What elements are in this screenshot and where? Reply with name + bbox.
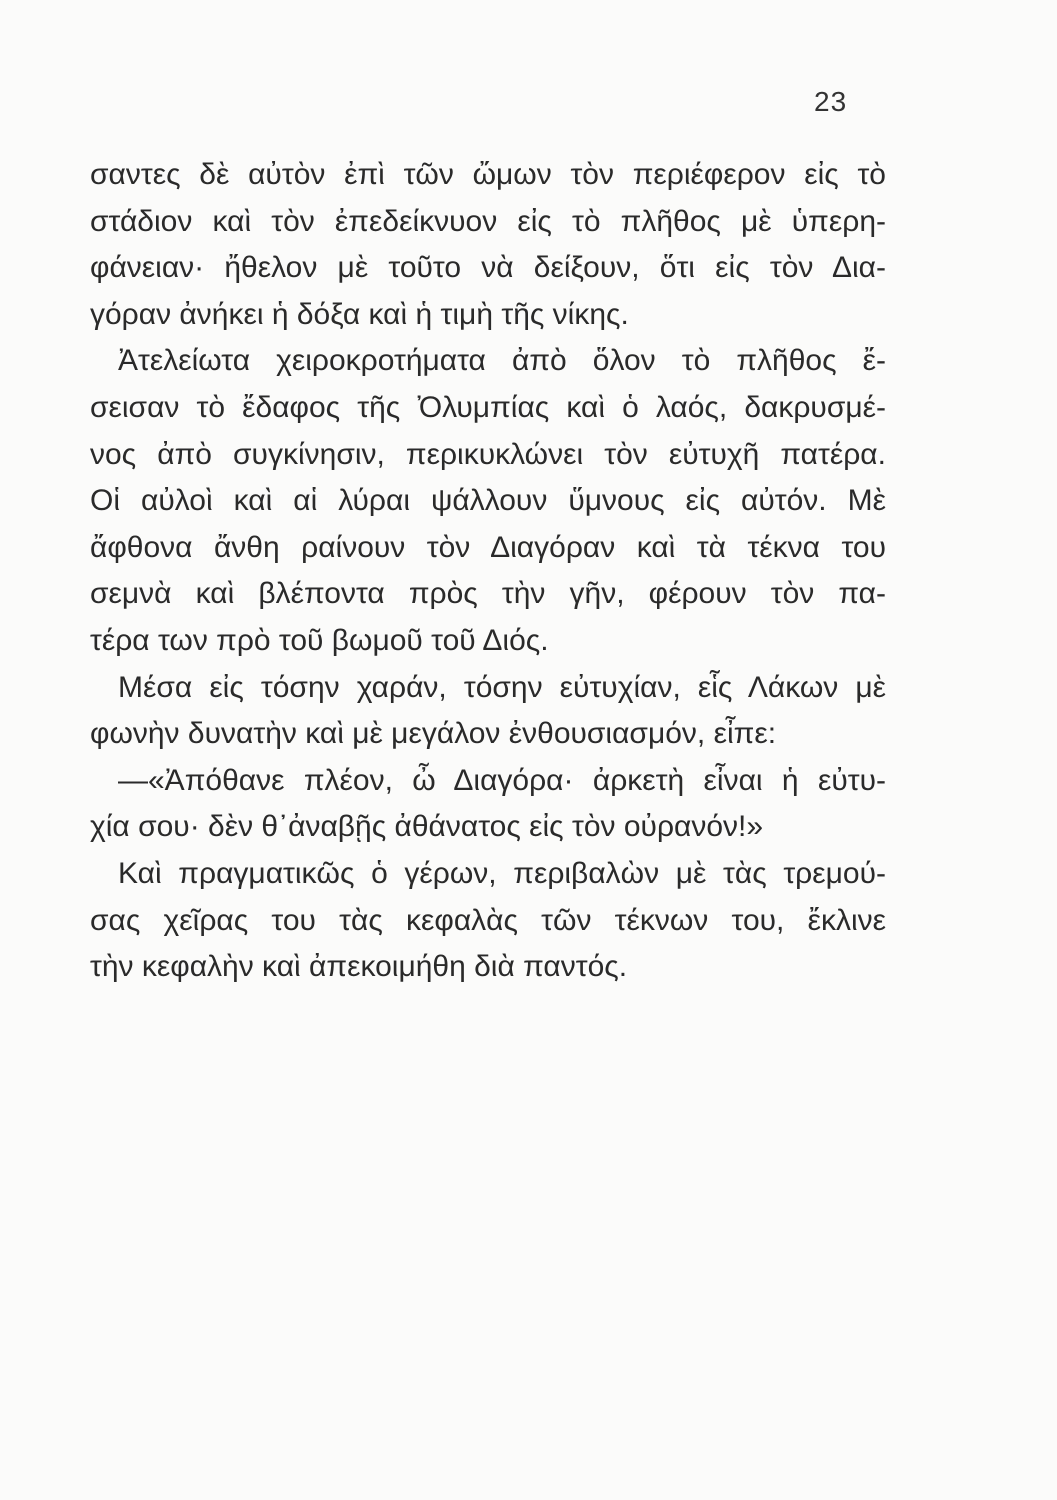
text-line: —«Ἀπόθανε πλέον, ὦ Διαγόρα· ἀρκετὴ εἶναι ἡ εὐτυ- bbox=[118, 763, 886, 797]
text-line: τέρα των πρὸ τοῦ βωμοῦ τοῦ Διός. bbox=[90, 623, 549, 657]
text-line: φωνὴν δυνατὴν καὶ μὲ μεγάλον ἐνθουσιασμόν, εἶπε: bbox=[90, 717, 777, 751]
text-line: Μέσα εἰς τόσην χαράν, τόσην εὐτυχίαν, εἷς Λάκων μὲ bbox=[118, 670, 886, 704]
text-line: τὴν κεφαλὴν καὶ ἀπεκοιμήθη διὰ παντός. bbox=[90, 950, 628, 984]
text-line: σεμνὰ καὶ βλέποντα πρὸς τὴν γῆν, φέρουν τὸν πα- bbox=[90, 577, 886, 611]
text-line: σαντες δὲ αὐτὸν ἐπὶ τῶν ὤμων τὸν περιέφερον εἰς τὸ bbox=[90, 158, 886, 191]
body-text bbox=[90, 152, 886, 991]
text-line: φάνειαν· ἤθελον μὲ τοῦτο νὰ δείξουν, ὅτι εἰς τὸν Δια- bbox=[90, 251, 886, 285]
text-line: σεισαν τὸ ἔδαφος τῆς Ὀλυμπίας καὶ ὁ λαός, δακρυσμέ- bbox=[90, 390, 886, 424]
text-line: Οἱ αὐλοὶ καὶ αἱ λύραι ψάλλουν ὕμνους εἰς αὐτόν. Μὲ bbox=[90, 484, 886, 518]
text-line: χία σου· δὲν θ᾽ἀναβῇς ἀθάνατος εἰς τὸν οὐρανόν!» bbox=[90, 810, 764, 844]
text-line: στάδιον καὶ τὸν ἐπεδείκνυον εἰς τὸ πλῆθος μὲ ὑπερη- bbox=[90, 204, 886, 238]
page-number: 23 bbox=[814, 86, 848, 117]
text-line: Καὶ πραγματικῶς ὁ γέρων, περιβαλὼν μὲ τὰς τρεμού- bbox=[118, 856, 886, 890]
text-line: νος ἀπὸ συγκίνησιν, περικυκλώνει τὸν εὐτυχῆ πατέρα. bbox=[90, 437, 886, 471]
text-line: ἄφθονα ἄνθη ραίνουν τὸν Διαγόραν καὶ τὰ τέκνα του bbox=[90, 530, 886, 564]
text-line: γόραν ἀνήκει ἡ δόξα καὶ ἡ τιμὴ τῆς νίκης. bbox=[90, 297, 629, 331]
text-line: σας χεῖρας του τὰς κεφαλὰς τῶν τέκνων του, ἔκλινε bbox=[90, 903, 886, 937]
text-line: Ἀτελείωτα χειροκροτήματα ἀπὸ ὅλον τὸ πλῆθος ἔ- bbox=[118, 344, 886, 378]
